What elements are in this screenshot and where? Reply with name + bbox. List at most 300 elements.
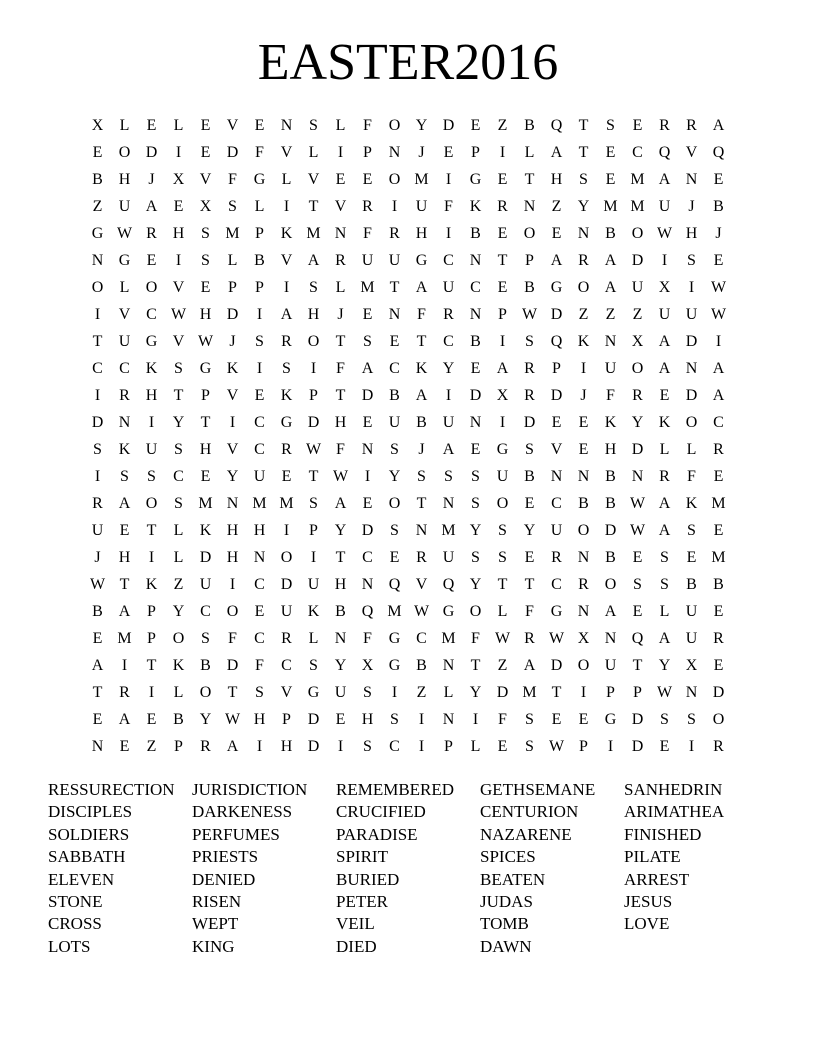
grid-letter: S — [633, 576, 642, 593]
grid-letter: K — [604, 414, 617, 431]
grid-letter: A — [658, 360, 671, 377]
grid-letter: S — [525, 711, 534, 728]
grid-letter: W — [521, 306, 538, 323]
grid-letter: S — [471, 495, 480, 512]
grid-letter: D — [631, 738, 644, 755]
grid-letter: Y — [469, 576, 482, 593]
grid-letter: Q — [550, 333, 563, 350]
word-bank-item: SABBATH — [48, 847, 126, 867]
grid-letter: L — [281, 171, 292, 188]
grid-letter: C — [551, 495, 562, 512]
grid-letter: E — [362, 414, 373, 431]
grid-letter: R — [659, 117, 670, 134]
grid-letter: P — [498, 306, 507, 323]
grid-letter: I — [418, 738, 425, 755]
grid-letter: K — [280, 225, 293, 242]
grid-letter: E — [146, 252, 157, 269]
grid-letter: J — [580, 387, 587, 404]
grid-letter: S — [687, 711, 696, 728]
grid-letter: U — [307, 576, 320, 593]
word-bank-item: JURISDICTION — [192, 780, 308, 799]
grid-letter: L — [173, 684, 184, 701]
grid-letter: T — [119, 576, 130, 593]
grid-letter: M — [603, 198, 618, 215]
grid-letter: T — [227, 684, 238, 701]
grid-row — [84, 625, 732, 652]
grid-letter: I — [499, 144, 506, 161]
grid-row — [84, 490, 732, 517]
grid-letter: S — [363, 684, 372, 701]
grid-letter: K — [469, 198, 482, 215]
grid-letter: T — [524, 171, 535, 188]
grid-row — [84, 733, 732, 760]
grid-letter: D — [631, 441, 644, 458]
grid-letter: E — [659, 387, 670, 404]
grid-letter: H — [118, 549, 131, 566]
grid-letter: Q — [442, 576, 455, 593]
grid-letter: I — [337, 144, 344, 161]
grid-letter: Y — [388, 468, 401, 485]
grid-letter: U — [388, 414, 401, 431]
word-bank-item: CROSS — [48, 914, 102, 934]
grid-letter: E — [362, 495, 373, 512]
grid-letter: D — [307, 738, 320, 755]
grid-letter: V — [172, 333, 185, 350]
grid-letter: P — [282, 711, 291, 728]
grid-letter: W — [197, 333, 214, 350]
grid-letter: D — [199, 549, 212, 566]
grid-letter: R — [281, 441, 292, 458]
grid-letter: I — [445, 171, 452, 188]
grid-row — [84, 571, 732, 598]
grid-letter: C — [632, 144, 643, 161]
grid-letter: I — [256, 738, 263, 755]
grid-letter: X — [577, 630, 590, 647]
grid-letter: R — [200, 738, 211, 755]
grid-letter: K — [577, 333, 590, 350]
grid-letter: N — [415, 522, 428, 539]
grid-letter: U — [442, 549, 455, 566]
grid-letter: V — [550, 441, 563, 458]
grid-letter: H — [145, 387, 158, 404]
word-bank-item: RISEN — [192, 892, 242, 912]
grid-letter: I — [445, 387, 452, 404]
grid-letter: O — [577, 522, 590, 539]
grid-letter: S — [471, 468, 480, 485]
grid-letter: R — [713, 630, 724, 647]
grid-letter: A — [712, 117, 725, 134]
grid-letter: C — [389, 360, 400, 377]
grid-letter: Q — [388, 576, 401, 593]
grid-letter: H — [361, 711, 374, 728]
grid-row — [84, 706, 732, 733]
grid-letter: B — [605, 468, 616, 485]
grid-letter: R — [281, 630, 292, 647]
grid-letter: W — [116, 225, 133, 242]
grid-letter: J — [715, 225, 722, 242]
grid-letter: P — [309, 387, 318, 404]
grid-letter: N — [226, 495, 239, 512]
grid-letter: O — [712, 711, 725, 728]
grid-letter: K — [145, 360, 158, 377]
grid-letter: G — [415, 252, 428, 269]
grid-letter: U — [280, 603, 293, 620]
grid-letter: M — [360, 279, 375, 296]
grid-letter: C — [254, 576, 265, 593]
grid-letter: L — [497, 603, 508, 620]
grid-letter: S — [660, 549, 669, 566]
grid-letter: O — [388, 117, 401, 134]
word-bank-item: DIED — [336, 936, 377, 956]
word-bank-item: SANHEDRIN — [624, 780, 723, 799]
grid-letter: K — [415, 360, 428, 377]
grid-letter: Z — [605, 306, 616, 323]
grid-letter: H — [415, 225, 428, 242]
grid-letter: I — [148, 414, 155, 431]
grid-letter: S — [525, 441, 534, 458]
grid-letter: E — [119, 738, 130, 755]
word-bank — [48, 779, 768, 958]
grid-letter: U — [91, 522, 104, 539]
grid-letter: N — [469, 414, 482, 431]
grid-letter: W — [413, 603, 430, 620]
grid-letter: R — [119, 684, 130, 701]
grid-letter: F — [255, 657, 264, 674]
grid-row — [84, 382, 732, 409]
grid-letter: W — [494, 630, 511, 647]
grid-letter: D — [442, 117, 455, 134]
grid-letter: R — [578, 252, 589, 269]
grid-letter: O — [226, 603, 239, 620]
grid-letter: I — [94, 306, 101, 323]
grid-letter: R — [578, 576, 589, 593]
grid-letter: M — [711, 549, 726, 566]
grid-letter: O — [91, 279, 104, 296]
grid-letter: T — [470, 657, 481, 674]
grid-letter: J — [337, 306, 344, 323]
word-bank-item: REMEMBERED — [336, 780, 455, 799]
grid-letter: K — [226, 360, 239, 377]
grid-letter: P — [606, 684, 615, 701]
grid-letter: P — [525, 252, 534, 269]
grid-letter: D — [550, 306, 563, 323]
grid-letter: E — [362, 171, 373, 188]
grid-letter: B — [605, 225, 616, 242]
grid-letter: I — [310, 549, 317, 566]
word-bank-item: RESSURECTION — [48, 780, 175, 799]
grid-letter: U — [631, 279, 644, 296]
grid-letter: M — [441, 630, 456, 647]
word-column — [48, 779, 192, 958]
grid-letter: I — [364, 468, 371, 485]
grid-letter: D — [685, 333, 698, 350]
grid-letter: S — [282, 360, 291, 377]
grid-letter: P — [174, 738, 183, 755]
grid-row — [84, 355, 732, 382]
grid-letter: D — [631, 711, 644, 728]
word-bank-item: PRIESTS — [192, 847, 259, 867]
grid-letter: J — [229, 333, 236, 350]
grid-letter: O — [631, 225, 644, 242]
grid-letter: S — [390, 522, 399, 539]
grid-letter: A — [550, 252, 563, 269]
grid-letter: F — [336, 441, 345, 458]
grid-row — [84, 301, 732, 328]
word-bank-item: PILATE — [624, 847, 681, 867]
grid-letter: V — [226, 117, 239, 134]
grid-letter: L — [308, 144, 319, 161]
grid-letter: E — [632, 603, 643, 620]
grid-letter: A — [658, 333, 671, 350]
grid-letter: O — [118, 144, 131, 161]
grid-letter: N — [118, 414, 131, 431]
grid-letter: K — [118, 441, 131, 458]
grid-letter: Q — [712, 144, 725, 161]
grid-letter: S — [201, 252, 210, 269]
grid-letter: B — [713, 576, 724, 593]
grid-letter: H — [685, 225, 698, 242]
grid-letter: N — [523, 198, 536, 215]
grid-letter: H — [226, 522, 239, 539]
grid-letter: G — [496, 441, 509, 458]
grid-letter: Y — [577, 198, 590, 215]
grid-letter: M — [441, 522, 456, 539]
grid-letter: H — [253, 711, 266, 728]
grid-letter: P — [147, 603, 156, 620]
grid-letter: G — [604, 711, 617, 728]
grid-letter: O — [145, 495, 158, 512]
grid-letter: V — [280, 252, 293, 269]
grid-letter: N — [442, 657, 455, 674]
grid-letter: M — [117, 630, 132, 647]
grid-letter: Y — [631, 414, 644, 431]
grid-letter: U — [685, 306, 698, 323]
word-column — [336, 779, 480, 958]
grid-letter: A — [658, 495, 671, 512]
grid-letter: W — [89, 576, 106, 593]
grid-letter: N — [442, 711, 455, 728]
grid-letter: D — [280, 576, 293, 593]
grid-letter: B — [416, 414, 427, 431]
grid-letter: G — [442, 603, 455, 620]
grid-letter: L — [119, 279, 130, 296]
grid-letter: A — [550, 144, 563, 161]
grid-letter: E — [713, 657, 724, 674]
grid-letter: N — [577, 549, 590, 566]
grid-letter: X — [172, 171, 185, 188]
grid-letter: O — [172, 630, 185, 647]
grid-letter: H — [172, 225, 185, 242]
grid-letter: V — [685, 144, 698, 161]
grid-letter: U — [361, 252, 374, 269]
grid-letter: D — [361, 522, 374, 539]
grid-letter: L — [686, 441, 697, 458]
grid-letter: U — [658, 306, 671, 323]
grid-letter: V — [226, 441, 239, 458]
grid-letter: T — [497, 576, 508, 593]
grid-letter: C — [119, 360, 130, 377]
grid-letter: A — [604, 279, 617, 296]
grid-letter: V — [226, 387, 239, 404]
grid-letter: T — [200, 414, 211, 431]
grid-letter: S — [309, 657, 318, 674]
grid-letter: E — [497, 279, 508, 296]
grid-letter: U — [604, 360, 617, 377]
grid-letter: X — [361, 657, 374, 674]
grid-letter: H — [118, 171, 131, 188]
grid-letter: A — [658, 171, 671, 188]
grid-letter: W — [548, 738, 565, 755]
grid-letter: E — [254, 387, 265, 404]
grid-letter: O — [685, 414, 698, 431]
grid-letter: R — [686, 117, 697, 134]
word-bank-item: JUDAS — [480, 892, 533, 912]
grid-letter: M — [306, 225, 321, 242]
grid-letter: D — [604, 522, 617, 539]
grid-letter: B — [92, 171, 103, 188]
grid-letter: U — [496, 468, 509, 485]
grid-letter: V — [172, 279, 185, 296]
grid-letter: C — [146, 306, 157, 323]
grid-letter: I — [391, 198, 398, 215]
grid-row — [84, 220, 732, 247]
grid-letter: E — [713, 252, 724, 269]
grid-letter: A — [307, 252, 320, 269]
grid-letter: U — [145, 441, 158, 458]
grid-letter: N — [361, 441, 374, 458]
word-bank-item: VEIL — [336, 914, 375, 934]
grid-letter: I — [499, 414, 506, 431]
grid-letter: C — [173, 468, 184, 485]
grid-letter: T — [524, 576, 535, 593]
grid-letter: C — [443, 333, 454, 350]
grid-letter: G — [199, 360, 212, 377]
grid-letter: T — [308, 198, 319, 215]
grid-letter: D — [226, 657, 239, 674]
grid-letter: Y — [334, 657, 347, 674]
grid-row — [84, 274, 732, 301]
grid-letter: H — [334, 576, 347, 593]
grid-letter: G — [307, 684, 320, 701]
grid-letter: O — [523, 225, 536, 242]
grid-letter: Y — [442, 360, 455, 377]
grid-letter: I — [283, 522, 290, 539]
grid-letter: J — [418, 144, 425, 161]
grid-letter: U — [199, 576, 212, 593]
grid-letter: F — [228, 630, 237, 647]
grid-letter: A — [334, 495, 347, 512]
grid-letter: B — [200, 657, 211, 674]
grid-letter: L — [524, 144, 535, 161]
grid-letter: U — [118, 198, 131, 215]
grid-letter: E — [146, 711, 157, 728]
grid-letter: W — [629, 495, 646, 512]
grid-letter: C — [254, 630, 265, 647]
grid-letter: E — [524, 495, 535, 512]
grid-letter: S — [309, 117, 318, 134]
grid-letter: M — [630, 198, 645, 215]
grid-letter: X — [631, 333, 644, 350]
grid-letter: T — [173, 387, 184, 404]
grid-letter: E — [173, 198, 184, 215]
word-bank-item: WEPT — [192, 914, 239, 934]
grid-letter: B — [605, 549, 616, 566]
grid-row — [84, 544, 732, 571]
grid-letter: E — [92, 144, 103, 161]
grid-letter: F — [228, 171, 237, 188]
grid-letter: Y — [469, 684, 482, 701]
grid-letter: D — [307, 414, 320, 431]
grid-letter: S — [309, 279, 318, 296]
grid-letter: T — [551, 684, 562, 701]
grid-letter: S — [201, 630, 210, 647]
grid-letter: N — [91, 738, 104, 755]
grid-letter: C — [470, 279, 481, 296]
grid-letter: F — [363, 225, 372, 242]
grid-letter: S — [660, 576, 669, 593]
grid-letter: N — [685, 360, 698, 377]
word-bank-item: DARKENESS — [192, 802, 293, 822]
grid-letter: E — [92, 630, 103, 647]
grid-letter: S — [687, 252, 696, 269]
grid-letter: I — [229, 576, 236, 593]
grid-letter: S — [120, 468, 129, 485]
grid-letter: S — [687, 522, 696, 539]
grid-letter: E — [389, 549, 400, 566]
grid-letter: M — [252, 495, 267, 512]
grid-letter: V — [334, 198, 347, 215]
grid-letter: E — [200, 279, 211, 296]
grid-letter: G — [469, 171, 482, 188]
grid-letter: S — [93, 441, 102, 458]
word-bank-item: DENIED — [192, 869, 256, 889]
grid-letter: B — [254, 252, 265, 269]
grid-letter: B — [470, 225, 481, 242]
grid-letter: S — [390, 711, 399, 728]
grid-letter: A — [145, 198, 158, 215]
grid-letter: E — [92, 711, 103, 728]
grid-row — [84, 463, 732, 490]
grid-letter: E — [254, 603, 265, 620]
word-bank-item: SPIRIT — [336, 847, 388, 867]
grid-letter: W — [170, 306, 187, 323]
grid-letter: R — [551, 549, 562, 566]
grid-letter: Q — [658, 144, 671, 161]
grid-letter: T — [335, 549, 346, 566]
grid-letter: Z — [92, 198, 103, 215]
grid-letter: I — [175, 144, 182, 161]
grid-letter: K — [280, 387, 293, 404]
grid-letter: A — [91, 657, 104, 674]
grid-letter: X — [685, 657, 698, 674]
grid-letter: E — [659, 738, 670, 755]
grid-letter: I — [121, 657, 128, 674]
grid-letter: T — [335, 387, 346, 404]
grid-letter: E — [713, 603, 724, 620]
grid-letter: I — [661, 252, 668, 269]
grid-letter: J — [688, 198, 695, 215]
grid-letter: T — [578, 117, 589, 134]
grid-letter: O — [469, 603, 482, 620]
grid-letter: C — [281, 657, 292, 674]
grid-letter: N — [442, 495, 455, 512]
grid-letter: N — [469, 306, 482, 323]
grid-letter: E — [578, 441, 589, 458]
grid-letter: E — [605, 144, 616, 161]
grid-letter: N — [388, 144, 401, 161]
grid-letter: E — [362, 306, 373, 323]
grid-row — [84, 679, 732, 706]
